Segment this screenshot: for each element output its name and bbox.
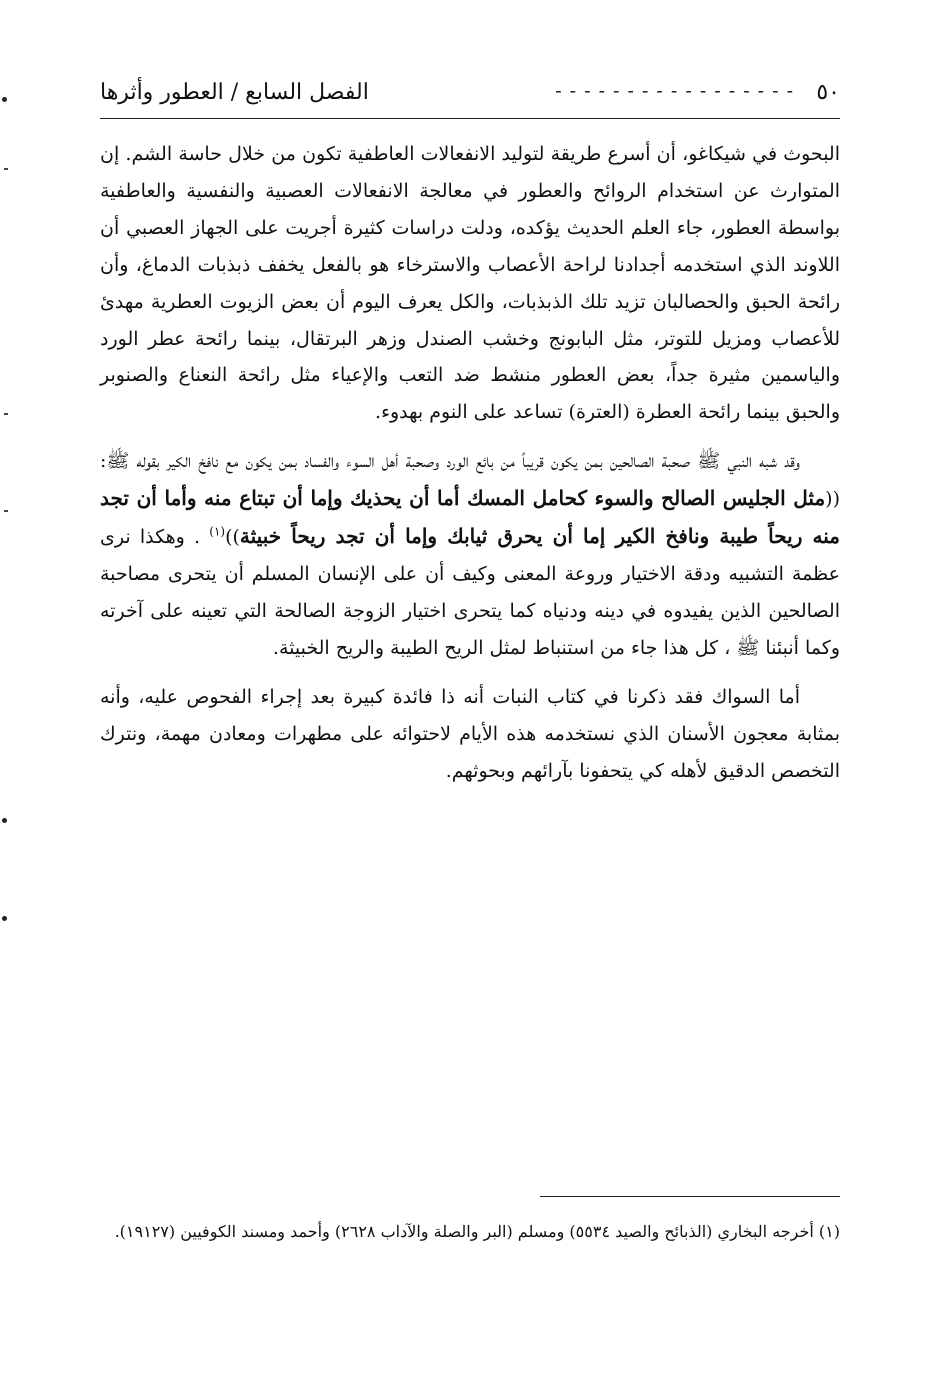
footnote-reference: (١): [209, 524, 226, 539]
margin-speck: [4, 168, 8, 170]
footnote-divider: [540, 1196, 840, 1197]
margin-speck: [4, 510, 8, 512]
paragraph-3: أما السواك فقد ذكرنا في كتاب النبات أنه ذا فائدة كبيرة بعد إجراء الفحوص عليه، وأنه بمثابة معجون الأسنان الذي نستخدمه هذه الأيام لاحتوائه على مطهرات ومعادن مهمة، ونترك التخصص الدقيق لأهله كي يتحفونا بآرائهم وبحوثهم.: [100, 685, 840, 782]
margin-speck: [2, 818, 7, 823]
paragraph-2: [100, 443, 840, 666]
margin-speck: [2, 916, 7, 921]
header-divider: [100, 118, 840, 119]
page-header: [100, 78, 840, 118]
chapter-title: الفصل السابع / العطور وأثرها: [100, 80, 369, 105]
page-number: ٥٠: [816, 80, 840, 105]
margin-speck: [2, 97, 7, 102]
hadith-quote: مثل الجليس الصالح والسوء كحامل المسك أما أن يحذيك وإما أن تبتاع منه وأما أن تجد منه ريحاً طيبة ونافخ الكير إما أن يحرق ثيابك وإما أن تجد ريحاً خبيثة: [100, 486, 840, 549]
paragraph-2-rest: . وهكذا نرى عظمة التشبيه ودقة الاختيار وروعة المعنى وكيف أن على الإنسان المسلم أن يتحرى مصاحبة الصالحين الذين يفيدوه في دينه ودنياه كما يتحرى اختيار الزوجة الصالحة التي تعينه على آخرته وكما أنبئنا ﷺ ، كل هذا جاء من استنباط لمثل الريح الطيبة والريح الخبيثة.: [100, 526, 840, 659]
paragraph-1: البحوث في شيكاغو، أن أسرع طريقة لتوليد الانفعالات العاطفية تكون من خلال حاسة الشم. إن المتوارث عن استخدام الروائح والعطور في معالجة الانفعالات العصبية والنفسية والعاطفية بواسطة العطور، جاء العلم الحديث يؤكده، ودلت دراسات كثيرة أجريت على الجهاز العصبي أن اللاوند الذي استخدمه أجدادنا لراحة الأعصاب والاسترخاء هو بالفعل يخفف ذبذبات الدماغ، وأن رائحة الحبق والحصالبان تزيد تلك الذبذبات، والكل يعرف اليوم أن بعض الزيوت العطرية مهدئ للأعصاب ومزيل للتوتر، مثل البابونج وخشب الصندل وزهر البرتقال، بينما رائحة عطر الورد والياسمين مثيرة جداً، بعض العطور منشط ضد التعب والإعياء مثل رائحة النعناع والصنوبر والحبق بينما رائحة العطرة (العترة) تساعد على النوم بهدوء.: [100, 143, 840, 424]
header-dotted-leader: - - - - - - - - - - - - - - - - -: [555, 80, 794, 102]
body-text: [100, 136, 840, 789]
footnote: (١) أخرجه البخاري (الذبائح والصيد ٥٥٣٤) ومسلم (البر والصلة والآداب ٢٦٢٨) وأحمد ومسند الكوفيين (١٩١٢٧).: [114, 1222, 840, 1241]
margin-speck: [4, 413, 8, 415]
paragraph-2-intro: وقد شبه النبي ﷺ صحبة الصالحين بمن يكون قريباً من بائع الورد وصحبة أهل السوء والفساد بمن يكون مع نافخ الكير بقوله ﷺ: ((: [100, 450, 840, 511]
hadith-close: )): [225, 526, 240, 549]
